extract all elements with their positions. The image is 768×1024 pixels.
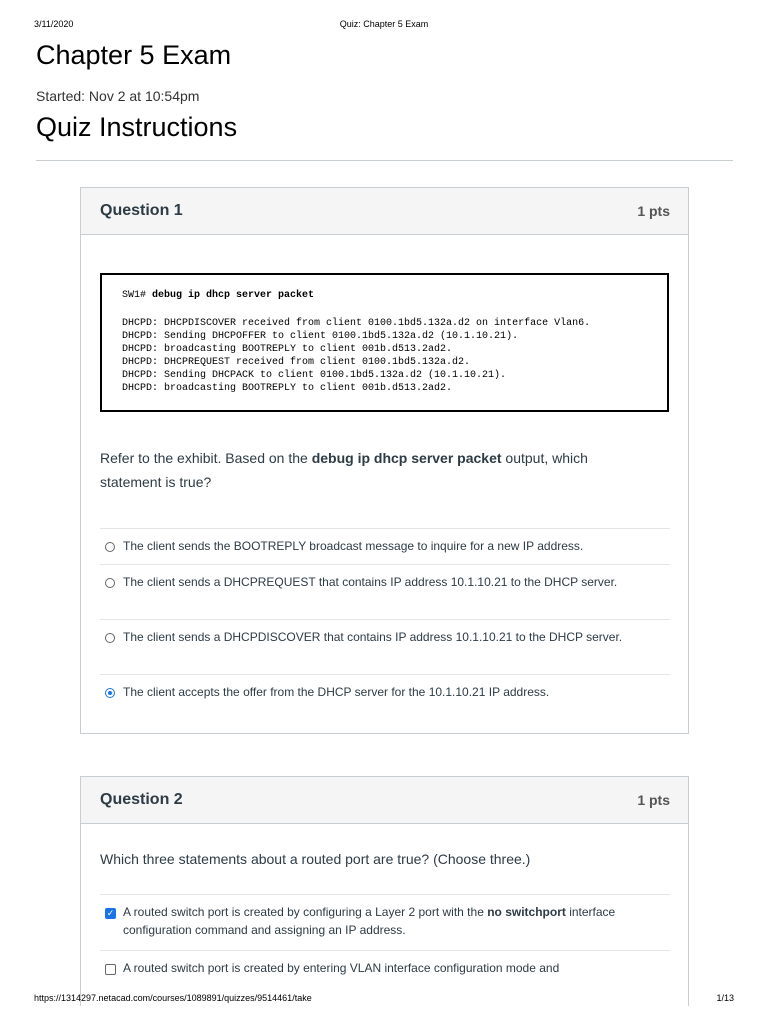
checkbox-checked[interactable]: ✓ [106,908,115,918]
answer-option[interactable] [100,564,670,619]
answer-label-bold: no switchport [487,905,566,919]
exhibit-line: DHCPD: DHCPDISCOVER received from client 0100.1bd5.132a.d2 on interface Vlan6. [122,318,591,329]
quiz-instructions-heading: Quiz Instructions [36,112,238,142]
answer-label[interactable]: The client sends a DHCPDISCOVER that contains IP address 10.1.10.21 to the DHCP server. [123,630,623,644]
checkbox[interactable] [105,964,116,975]
answer-option[interactable] [100,528,670,564]
print-title: Quiz: Chapter 5 Exam [339,19,429,29]
answer-option-checked[interactable] [100,894,670,950]
print-footer [34,993,734,1005]
answer-option[interactable] [100,619,670,674]
answer-list [100,528,670,710]
page-title: Chapter 5 Exam [36,40,232,70]
print-url: https://1314297.netacad.com/courses/1089891/quizzes/9514461/take [34,993,312,1003]
divider [36,160,733,161]
answer-option[interactable] [100,950,670,990]
answer-label[interactable]: The client sends a DHCPREQUEST that contains IP address 10.1.10.21 to the DHCP server. [123,575,618,589]
question-2 [80,776,689,1006]
exhibit-output [122,317,590,395]
answer-option-selected[interactable] [100,674,670,710]
print-page-number: 1/13 [716,993,734,1003]
exhibit-prompt: SW1# [122,290,147,301]
question-text-bold: debug ip dhcp server packet [311,450,502,466]
exhibit-line: DHCPD: broadcasting BOOTREPLY to client 001b.d513.2ad2. [122,383,453,394]
answer-label-part: A routed switch port is created by configuring a Layer 2 port with the [123,905,488,919]
exhibit-line: DHCPD: broadcasting BOOTREPLY to client 001b.d513.2ad2. [122,344,453,355]
print-date: 3/11/2020 [34,19,74,29]
print-header [34,19,734,31]
question-1 [80,187,689,734]
exhibit-command-text: debug ip dhcp server packet [152,290,315,301]
question-header [81,777,688,824]
radio-button[interactable] [105,633,115,643]
answer-label[interactable]: A routed switch port is created by entering VLAN interface configuration mode and [123,961,560,975]
question-text-part: output, which statement is true? [100,450,588,490]
question-text [100,446,640,494]
exhibit-line: DHCPD: Sending DHCPOFFER to client 0100.1bd5.132a.d2 (10.1.10.21). [122,331,519,342]
question-name: Question 1 [100,202,183,219]
exhibit-line: DHCPD: DHCPREQUEST received from client 0100.1bd5.132a.d2. [122,357,471,368]
answer-label[interactable]: The client accepts the offer from the DHCP server for the 10.1.10.21 IP address. [123,685,550,699]
radio-button[interactable] [105,542,115,552]
answer-label-part: interface configuration command and assigning an IP address. [123,905,616,937]
question-points: 1 pts [637,792,670,808]
answer-label[interactable] [123,895,660,939]
question-header [81,188,688,235]
started-time: Started: Nov 2 at 10:54pm [36,88,200,104]
answer-label[interactable]: The client sends the BOOTREPLY broadcast message to inquire for a new IP address. [123,539,584,553]
question-name: Question 2 [100,791,183,808]
exhibit-image [100,273,669,412]
exhibit-line: DHCPD: Sending DHCPACK to client 0100.1bd5.132a.d2 (10.1.10.21). [122,370,507,381]
answer-list [100,894,670,990]
radio-button[interactable] [105,578,115,588]
radio-button-selected[interactable] [105,688,115,698]
question-text-part: Refer to the exhibit. Based on the [100,450,312,466]
question-points: 1 pts [637,203,670,219]
exhibit-command [122,290,314,301]
question-text: Which three statements about a routed port are true? (Choose three.) [100,851,531,867]
